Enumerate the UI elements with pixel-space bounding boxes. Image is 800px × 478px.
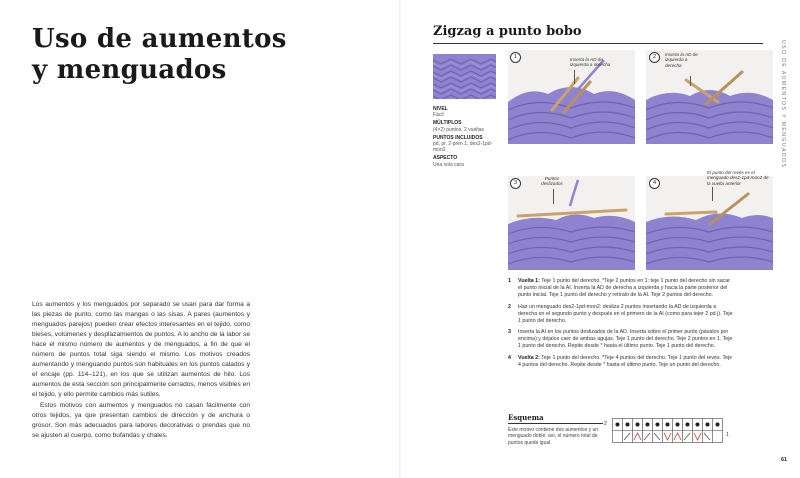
section-title: Zigzag a punto bobo [433, 24, 582, 39]
info-stitches [433, 135, 503, 154]
info-label: ASPECTO [433, 155, 458, 162]
chart-row-label: 2 [604, 421, 607, 427]
intro-paragraph-2: Estos motivos con aumentos y menguados no casan fácilmente con otros tejidos, ya que presentan cambios de dirección y de anchura o grosor. Son más adecuados para labores decorativas o prendas que no se ajusten al cuerpo, como bufandas y chales. [32, 402, 250, 439]
annotation-leader [712, 187, 713, 201]
step-text: Haz un menguado des2-1pd-mon2: desliza 2 puntos insertando la AD de izquierda a derecha en el segundo punto y después en el primero de la AI (como para tejer 2 pd j). Teje 1 punto del derecho. [518, 303, 733, 324]
title-line-1: Uso de aumentos [32, 24, 287, 54]
scheme-title: Esquema [508, 413, 603, 424]
annotation-leader [553, 189, 554, 204]
page-number: 61 [781, 457, 788, 463]
info-label: NIVEL [433, 106, 448, 112]
photo-annotation: Inserta la AD de izquierda a derecha [665, 52, 698, 68]
step-text: Teje 1 punto del derecho. *Teje 4 puntos del derecho. Teje 1 punto del revés. Teje 4 puntos del derecho. Repite desde * hasta el último punto. Teje un punto del derecho. [518, 355, 733, 369]
scheme-box [508, 413, 603, 446]
step-number-badge: 1 [510, 52, 521, 63]
step-lead: Vuelta 1: [518, 278, 540, 284]
step-number: 4 [508, 355, 511, 362]
page-title [32, 24, 287, 86]
intro-text [32, 300, 250, 442]
running-head-text: USO DE AUMENTOS Y MENGUADOS [780, 40, 786, 169]
instruction-step [508, 329, 733, 350]
step-text: Teje 1 punto del derecho. *Teje 2 puntos en 1: teje 1 punto del derecho sin sacar el punto inicial de la AI. Inserta la AD de derecha a izquierda y hacia la parte posterior del punto inicial. Teje 1 punto del derecho y retíralo de la AI. Teje 2 puntos del derecho. [518, 278, 731, 298]
info-label: PUNTOS INCLUIDOS [433, 134, 483, 141]
instruction-step [508, 355, 733, 369]
stitch-chart-grid [612, 418, 724, 444]
info-label: MÚLTIPLOS [433, 120, 462, 127]
info-level [433, 106, 503, 119]
stitch-chart [604, 418, 729, 449]
info-value: pd, pr, 2-pren 1, des2-1pd-mon2 [433, 141, 493, 154]
chart-row-label: 1 [726, 432, 729, 438]
info-value: Fácil [433, 112, 444, 119]
annotation-leader [574, 70, 575, 84]
knit-swatch-image [433, 54, 496, 99]
step-number: 2 [508, 303, 511, 310]
intro-paragraph-1: Los aumentos y los menguados por separado se usan para dar forma a las piezas de punto, como las mangas o las sisas. A pares (aumentos y menguados parejos) pueden crear efectos interesantes en el tejido, como bieses, volúmenes y desplazamientos de puntos. A lo ancho de la labor se hace el mismo número de aumentos y de menguados, a fin de que el número de puntos total siga siendo el mismo. Los motivos creados aumentando y menguando puntos son habituales en los puntos calados y el encaje (pp. 114–121), en los que se utilizan aumentos de hilo. Los aumentos de esta sección son principalmente cerrados, menos visibles en el tejido, y ello permite cambios más sutiles. [32, 301, 250, 398]
step-number-badge: 4 [649, 178, 660, 189]
info-value: (4×2) puntos, 2 vueltas [433, 126, 485, 133]
info-aspect [433, 155, 503, 168]
photo-annotation: Puntos deslizados [541, 176, 563, 187]
section-rule [433, 43, 763, 44]
step-number: 3 [508, 329, 511, 336]
step-number-badge: 3 [510, 178, 521, 189]
scheme-text: Este motivo contiene dos aumentos y un menguado doble; así, el número total de puntos queda igual. [508, 427, 599, 446]
title-line-2: y menguados [32, 55, 227, 85]
step-text: Inserta la AI en los puntos deslizados de la AD. Inserta sobre el primer punto (pásalos por encima) y déjalos caer de ambas agujas. Teje 1 punto del derecho. Teje 2 puntos en 1. Teje 1 punto del derecho. Repite desde * hasta el último punto. Teje 1 punto del derecho. [518, 329, 733, 350]
running-head [778, 40, 788, 190]
photo-annotation: Inserta la AD de izquierda a derecha [570, 57, 611, 68]
instructions-list [508, 278, 733, 374]
annotation-leader [690, 76, 691, 86]
instruction-step [508, 278, 733, 299]
instruction-step [508, 304, 733, 325]
info-value: Una sola cara [433, 161, 464, 168]
step-lead: Vuelta 2: [518, 355, 540, 362]
pattern-info [433, 106, 503, 170]
step-number: 1 [508, 278, 511, 284]
info-multiples [433, 120, 503, 133]
photo-annotation: El punto del revés es el menguado des2-1pd-mon2 de la vuelta anterior [707, 170, 769, 186]
step-photo-4 [646, 176, 773, 270]
step-photo-3 [508, 176, 635, 270]
right-page [400, 0, 800, 478]
step-number-badge: 2 [649, 52, 660, 63]
